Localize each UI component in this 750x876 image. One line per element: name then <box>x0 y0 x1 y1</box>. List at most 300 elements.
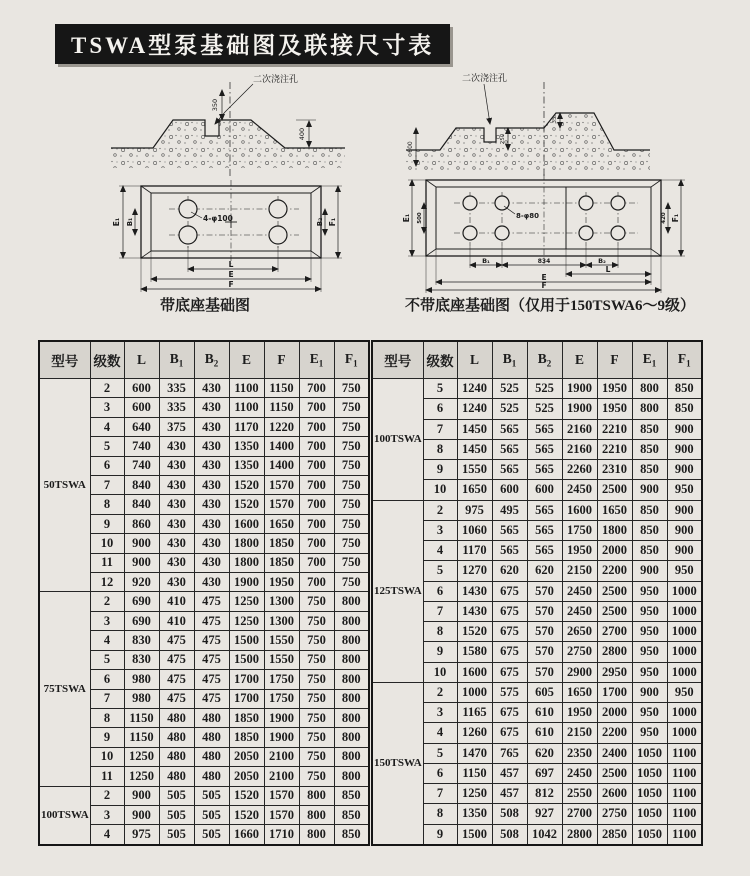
value-cell: 1520 <box>229 786 264 805</box>
column-header: $B_2$ <box>527 341 562 379</box>
value-cell: 475 <box>194 650 229 669</box>
value-cell: 430 <box>194 476 229 495</box>
value-cell: 850 <box>334 786 369 805</box>
dim-label-250: 250 <box>500 133 506 145</box>
value-cell: 900 <box>667 520 702 540</box>
value-cell: 1520 <box>229 495 264 514</box>
value-cell: 565 <box>492 520 527 540</box>
value-cell: 950 <box>667 561 702 581</box>
value-cell: 430 <box>194 417 229 436</box>
value-cell: 830 <box>124 631 159 650</box>
value-cell: 850 <box>632 460 667 480</box>
stage-cell: 4 <box>90 417 124 436</box>
value-cell: 900 <box>667 419 702 439</box>
value-cell: 565 <box>492 541 527 561</box>
value-cell: 1300 <box>264 592 299 611</box>
foundation-diagram-without-base <box>398 68 693 296</box>
value-cell: 900 <box>124 534 159 553</box>
value-cell: 975 <box>457 500 492 520</box>
value-cell: 675 <box>492 662 527 682</box>
value-cell: 480 <box>194 708 229 727</box>
value-cell: 750 <box>299 747 334 766</box>
value-cell: 430 <box>194 495 229 514</box>
value-cell: 980 <box>124 689 159 708</box>
value-cell: 700 <box>299 553 334 572</box>
stage-cell: 9 <box>90 728 124 747</box>
value-cell: 1660 <box>229 825 264 845</box>
value-cell: 1550 <box>264 631 299 650</box>
value-cell: 600 <box>124 379 159 398</box>
value-cell: 508 <box>492 804 527 824</box>
value-cell: 1100 <box>667 784 702 804</box>
value-cell: 750 <box>334 456 369 475</box>
value-cell: 600 <box>527 480 562 500</box>
value-cell: 1600 <box>229 514 264 533</box>
value-cell: 700 <box>299 456 334 475</box>
value-cell: 2500 <box>597 480 632 500</box>
stage-cell: 5 <box>423 561 457 581</box>
value-cell: 565 <box>527 419 562 439</box>
value-cell: 830 <box>124 650 159 669</box>
value-cell: 750 <box>334 534 369 553</box>
value-cell: 620 <box>527 743 562 763</box>
dim-label-b1: B₁ <box>482 257 490 265</box>
pour-hole-label: 二次浇注孔 <box>462 74 508 84</box>
value-cell: 2260 <box>562 460 597 480</box>
value-cell: 800 <box>334 611 369 630</box>
stage-cell: 2 <box>90 379 124 398</box>
column-header: L <box>124 341 159 379</box>
dim-label-500: 500 <box>417 212 423 224</box>
value-cell: 700 <box>299 437 334 456</box>
value-cell: 1800 <box>597 520 632 540</box>
holes-label: 4-φ100 <box>203 214 233 223</box>
value-cell: 1550 <box>457 460 492 480</box>
value-cell: 410 <box>159 592 194 611</box>
value-cell: 740 <box>124 437 159 456</box>
value-cell: 620 <box>492 561 527 581</box>
stage-cell: 4 <box>90 631 124 650</box>
value-cell: 525 <box>527 399 562 419</box>
column-header: 级数 <box>423 341 457 379</box>
value-cell: 1165 <box>457 703 492 723</box>
value-cell: 1050 <box>632 763 667 783</box>
value-cell: 2400 <box>597 743 632 763</box>
value-cell: 1000 <box>667 601 702 621</box>
value-cell: 800 <box>334 708 369 727</box>
value-cell: 700 <box>299 534 334 553</box>
value-cell: 700 <box>299 398 334 417</box>
value-cell: 675 <box>492 642 527 662</box>
dim-label-600: 600 <box>407 141 414 153</box>
value-cell: 2100 <box>264 767 299 786</box>
value-cell: 1100 <box>667 804 702 824</box>
value-cell: 1850 <box>264 553 299 572</box>
value-cell: 850 <box>632 419 667 439</box>
stage-cell: 7 <box>423 419 457 439</box>
value-cell: 812 <box>527 784 562 804</box>
value-cell: 2000 <box>597 703 632 723</box>
column-header: F <box>264 341 299 379</box>
value-cell: 1042 <box>527 824 562 845</box>
column-header: L <box>457 341 492 379</box>
value-cell: 860 <box>124 514 159 533</box>
value-cell: 1500 <box>229 631 264 650</box>
value-cell: 508 <box>492 824 527 845</box>
value-cell: 850 <box>632 439 667 459</box>
value-cell: 2450 <box>562 480 597 500</box>
stage-cell: 3 <box>90 611 124 630</box>
value-cell: 2000 <box>597 541 632 561</box>
value-cell: 840 <box>124 476 159 495</box>
value-cell: 2150 <box>562 723 597 743</box>
value-cell: 1750 <box>562 520 597 540</box>
value-cell: 700 <box>299 573 334 592</box>
value-cell: 900 <box>632 480 667 500</box>
stage-cell: 4 <box>423 723 457 743</box>
value-cell: 1050 <box>632 804 667 824</box>
value-cell: 565 <box>527 439 562 459</box>
value-cell: 565 <box>492 439 527 459</box>
value-cell: 1600 <box>562 500 597 520</box>
value-cell: 2900 <box>562 662 597 682</box>
value-cell: 750 <box>299 631 334 650</box>
dim-label-f: F <box>541 281 547 290</box>
value-cell: 565 <box>492 460 527 480</box>
value-cell: 1950 <box>264 573 299 592</box>
stage-cell: 9 <box>423 824 457 845</box>
value-cell: 900 <box>632 682 667 702</box>
value-cell: 800 <box>334 767 369 786</box>
value-cell: 430 <box>159 514 194 533</box>
value-cell: 1500 <box>229 650 264 669</box>
leader-line <box>504 206 515 214</box>
stage-cell: 11 <box>90 553 124 572</box>
column-header: E <box>562 341 597 379</box>
value-cell: 2700 <box>562 804 597 824</box>
value-cell: 2800 <box>597 642 632 662</box>
table-row <box>372 500 702 520</box>
value-cell: 1150 <box>124 708 159 727</box>
value-cell: 640 <box>124 417 159 436</box>
value-cell: 1430 <box>457 581 492 601</box>
stage-cell: 8 <box>423 439 457 459</box>
dim-label-l: L <box>228 260 234 269</box>
value-cell: 1050 <box>632 824 667 845</box>
value-cell: 750 <box>334 573 369 592</box>
value-cell: 475 <box>194 592 229 611</box>
dim-label-b1: B₁ <box>126 217 134 227</box>
value-cell: 2950 <box>597 662 632 682</box>
stage-cell: 3 <box>423 703 457 723</box>
value-cell: 495 <box>492 500 527 520</box>
value-cell: 850 <box>334 805 369 824</box>
value-cell: 800 <box>334 728 369 747</box>
value-cell: 700 <box>299 476 334 495</box>
value-cell: 900 <box>124 786 159 805</box>
stage-cell: 8 <box>423 804 457 824</box>
value-cell: 457 <box>492 784 527 804</box>
value-cell: 525 <box>492 399 527 419</box>
value-cell: 430 <box>159 534 194 553</box>
stage-cell: 11 <box>90 767 124 786</box>
value-cell: 430 <box>194 514 229 533</box>
value-cell: 1900 <box>562 399 597 419</box>
stage-cell: 9 <box>90 514 124 533</box>
value-cell: 750 <box>334 553 369 572</box>
value-cell: 675 <box>492 622 527 642</box>
value-cell: 1430 <box>457 601 492 621</box>
value-cell: 2500 <box>597 581 632 601</box>
stage-cell: 10 <box>90 747 124 766</box>
value-cell: 1250 <box>229 611 264 630</box>
table-row <box>39 592 369 611</box>
value-cell: 2050 <box>229 747 264 766</box>
value-cell: 525 <box>527 379 562 399</box>
value-cell: 600 <box>124 398 159 417</box>
dim-label-b2: B₂ <box>316 217 324 227</box>
value-cell: 900 <box>124 805 159 824</box>
value-cell: 675 <box>492 601 527 621</box>
value-cell: 700 <box>299 514 334 533</box>
value-cell: 750 <box>334 398 369 417</box>
value-cell: 2210 <box>597 419 632 439</box>
value-cell: 675 <box>492 581 527 601</box>
dim-label-e: E <box>228 270 234 279</box>
value-cell: 1650 <box>562 682 597 702</box>
value-cell: 900 <box>667 460 702 480</box>
header-row <box>372 341 702 379</box>
value-cell: 950 <box>632 723 667 743</box>
value-cell: 2550 <box>562 784 597 804</box>
value-cell: 1710 <box>264 825 299 845</box>
value-cell: 750 <box>334 476 369 495</box>
value-cell: 1240 <box>457 399 492 419</box>
value-cell: 1100 <box>229 379 264 398</box>
value-cell: 750 <box>334 437 369 456</box>
value-cell: 1400 <box>264 437 299 456</box>
pour-hole-label: 二次浇注孔 <box>253 75 299 85</box>
value-cell: 1750 <box>264 670 299 689</box>
value-cell: 430 <box>194 379 229 398</box>
dim-label-834: 834 <box>537 258 551 265</box>
value-cell: 975 <box>124 825 159 845</box>
value-cell: 1520 <box>229 476 264 495</box>
value-cell: 475 <box>159 650 194 669</box>
value-cell: 605 <box>527 682 562 702</box>
value-cell: 475 <box>194 689 229 708</box>
value-cell: 1900 <box>229 573 264 592</box>
table-row <box>372 379 702 399</box>
value-cell: 2100 <box>264 747 299 766</box>
value-cell: 1350 <box>457 804 492 824</box>
value-cell: 900 <box>667 439 702 459</box>
stage-cell: 6 <box>423 581 457 601</box>
value-cell: 1000 <box>667 662 702 682</box>
value-cell: 675 <box>492 723 527 743</box>
column-header: 级数 <box>90 341 124 379</box>
value-cell: 697 <box>527 763 562 783</box>
concrete-fill <box>406 113 650 170</box>
value-cell: 1600 <box>457 662 492 682</box>
value-cell: 2750 <box>597 804 632 824</box>
value-cell: 765 <box>492 743 527 763</box>
value-cell: 2200 <box>597 561 632 581</box>
value-cell: 565 <box>492 419 527 439</box>
value-cell: 1100 <box>667 743 702 763</box>
value-cell: 1000 <box>667 703 702 723</box>
concrete-fill <box>111 120 345 168</box>
value-cell: 800 <box>299 805 334 824</box>
value-cell: 700 <box>299 379 334 398</box>
stage-cell: 4 <box>90 825 124 845</box>
model-cell: 100TSWA <box>39 786 90 845</box>
value-cell: 2160 <box>562 419 597 439</box>
value-cell: 430 <box>159 476 194 495</box>
column-header: $F_1$ <box>334 341 369 379</box>
value-cell: 1350 <box>229 437 264 456</box>
value-cell: 2800 <box>562 824 597 845</box>
value-cell: 1520 <box>229 805 264 824</box>
value-cell: 850 <box>334 825 369 845</box>
value-cell: 850 <box>632 541 667 561</box>
value-cell: 950 <box>667 682 702 702</box>
value-cell: 1570 <box>264 476 299 495</box>
value-cell: 1150 <box>264 379 299 398</box>
chamfer-lines <box>426 180 661 256</box>
value-cell: 2310 <box>597 460 632 480</box>
value-cell: 2750 <box>562 642 597 662</box>
value-cell: 1270 <box>457 561 492 581</box>
value-cell: 565 <box>527 460 562 480</box>
value-cell: 475 <box>159 670 194 689</box>
value-cell: 430 <box>159 495 194 514</box>
value-cell: 2650 <box>562 622 597 642</box>
value-cell: 565 <box>527 520 562 540</box>
value-cell: 1100 <box>667 824 702 845</box>
value-cell: 840 <box>124 495 159 514</box>
value-cell: 750 <box>299 708 334 727</box>
value-cell: 690 <box>124 592 159 611</box>
value-cell: 2150 <box>562 561 597 581</box>
value-cell: 2350 <box>562 743 597 763</box>
value-cell: 700 <box>299 495 334 514</box>
value-cell: 800 <box>334 747 369 766</box>
value-cell: 1170 <box>229 417 264 436</box>
stage-cell: 10 <box>423 662 457 682</box>
column-header: $B_1$ <box>159 341 194 379</box>
stage-cell: 2 <box>90 592 124 611</box>
value-cell: 800 <box>632 379 667 399</box>
value-cell: 2210 <box>597 439 632 459</box>
column-header: 型号 <box>39 341 90 379</box>
value-cell: 750 <box>299 670 334 689</box>
dim-label-f1: F₁ <box>328 217 337 227</box>
value-cell: 1150 <box>264 398 299 417</box>
stage-cell: 9 <box>423 460 457 480</box>
value-cell: 575 <box>492 682 527 702</box>
table-row <box>372 682 702 702</box>
value-cell: 900 <box>667 500 702 520</box>
value-cell: 950 <box>632 642 667 662</box>
caption-without-base: 不带底座基础图（仅用于150TSWA6～9级） <box>404 298 696 314</box>
value-cell: 1520 <box>457 622 492 642</box>
value-cell: 480 <box>194 767 229 786</box>
stage-cell: 3 <box>90 398 124 417</box>
value-cell: 480 <box>159 728 194 747</box>
value-cell: 1570 <box>264 805 299 824</box>
stage-cell: 7 <box>90 476 124 495</box>
value-cell: 505 <box>194 805 229 824</box>
value-cell: 1570 <box>264 495 299 514</box>
stage-cell: 8 <box>90 495 124 514</box>
value-cell: 1240 <box>457 379 492 399</box>
value-cell: 750 <box>299 767 334 786</box>
value-cell: 430 <box>194 437 229 456</box>
value-cell: 1000 <box>457 682 492 702</box>
value-cell: 1250 <box>457 784 492 804</box>
stage-cell: 5 <box>90 650 124 669</box>
stage-cell: 5 <box>423 743 457 763</box>
value-cell: 750 <box>299 689 334 708</box>
value-cell: 1900 <box>562 379 597 399</box>
foundation-without-base-drawing <box>398 68 693 296</box>
value-cell: 927 <box>527 804 562 824</box>
stage-cell: 2 <box>90 786 124 805</box>
value-cell: 1000 <box>667 622 702 642</box>
value-cell: 740 <box>124 456 159 475</box>
value-cell: 1000 <box>667 581 702 601</box>
value-cell: 1400 <box>264 456 299 475</box>
column-header: $B_2$ <box>194 341 229 379</box>
caption-with-base: 带底座基础图 <box>159 298 250 314</box>
value-cell: 565 <box>527 541 562 561</box>
value-cell: 1750 <box>264 689 299 708</box>
dim-label-l: L <box>605 265 611 274</box>
value-cell: 1700 <box>597 682 632 702</box>
stage-cell: 10 <box>423 480 457 500</box>
value-cell: 800 <box>299 786 334 805</box>
stage-cell: 6 <box>423 399 457 419</box>
value-cell: 505 <box>159 786 194 805</box>
value-cell: 430 <box>194 553 229 572</box>
value-cell: 1350 <box>229 456 264 475</box>
value-cell: 950 <box>632 622 667 642</box>
foundation-with-base-drawing <box>103 68 353 296</box>
leader-line <box>484 84 490 124</box>
value-cell: 1470 <box>457 743 492 763</box>
value-cell: 850 <box>667 399 702 419</box>
value-cell: 1800 <box>229 553 264 572</box>
value-cell: 800 <box>334 631 369 650</box>
stage-cell: 6 <box>90 456 124 475</box>
value-cell: 900 <box>632 561 667 581</box>
value-cell: 2700 <box>597 622 632 642</box>
value-cell: 1950 <box>597 399 632 419</box>
value-cell: 1950 <box>562 703 597 723</box>
value-cell: 1220 <box>264 417 299 436</box>
table-row <box>39 379 369 398</box>
value-cell: 410 <box>159 611 194 630</box>
stage-cell: 8 <box>90 708 124 727</box>
value-cell: 1500 <box>457 824 492 845</box>
column-header: $E_1$ <box>299 341 334 379</box>
value-cell: 850 <box>632 500 667 520</box>
value-cell: 800 <box>334 689 369 708</box>
value-cell: 750 <box>299 650 334 669</box>
value-cell: 375 <box>159 417 194 436</box>
value-cell: 1250 <box>124 767 159 786</box>
